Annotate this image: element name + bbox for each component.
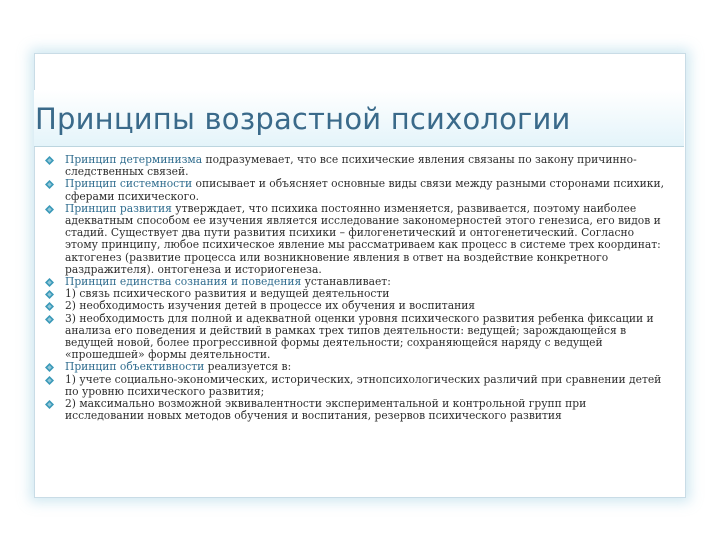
diamond-bullet-icon [45,302,54,311]
principle-term: Принцип объективности [65,360,205,374]
diamond-bullet-icon [45,205,54,214]
diamond-bullet-icon [45,363,54,372]
principle-text: устанавливает: [301,275,391,289]
list-item [44,154,664,178]
principles-list [44,154,664,422]
page-title: Принципы возрастной психологии [35,102,571,136]
diamond-bullet-icon [45,180,54,189]
principle-text: 2) необходимость изучения детей в процессе их обучения и воспитания [65,299,476,313]
principle-text: утверждает, что психика постоянно изменяется, развивается, поэтому наиболее адекватным способом ее изучения является исследование закономерностей этого генезиса, его видов и стадий. Существует два пути развития психики – филогенетический и онтогенетический. Согласно этому принципу, любое психическое явление мы рассматриваем как процесс в системе трех координат: актогенез (развитие процесса или возникновение явления в ответ на воздействие конкретного раздражителя). онтогенеза и историогенеза. [65,201,661,276]
list-item [44,178,664,202]
list-item [44,398,664,422]
list-item [44,203,664,276]
principle-term: Принцип детерминизма [65,153,203,166]
principle-text: реализуется в: [204,360,292,374]
diamond-bullet-icon [45,400,54,409]
principle-text: подразумевает, что все психические явления связаны по закону причинно-следственных связей. [65,153,637,179]
principle-term: Принцип единства сознания и поведения [65,275,302,289]
diamond-bullet-icon [45,376,54,385]
diamond-bullet-icon [45,315,54,324]
diamond-bullet-icon [45,156,54,165]
principle-text: 1) связь психического развития и ведущей деятельности [65,287,390,301]
list-item [44,374,664,398]
principle-term: Принцип развития [65,201,172,215]
principle-text: 3) необходимость для полной и адекватной оценки уровня психического развития ребенка фиксации и анализа его поведения и действий в рамках трех типов деятельности: ведущей; зарождающейся в ведущей новой, более прогрессивной формы деятельности; сохраняющейся наряду с ведущей «прошедшей» формы деятельности. [65,311,654,362]
principle-text: 2) максимально возможной эквивалентности экспериментальной и контрольной групп при исследовании новых методов обучения и воспитания, резервов психического развития [65,397,587,423]
principle-text: описывает и объясняет основные виды связи между разными сторонами психики, сферами психического. [65,177,664,203]
principle-text: 1) учете социально-экономических, исторических, этнопсихологических различий при сравнении детей по уровню психического развития; [65,372,662,398]
diamond-bullet-icon [45,290,54,299]
principle-term: Принцип системности [65,177,193,191]
list-item [44,313,664,362]
diamond-bullet-icon [45,278,54,287]
